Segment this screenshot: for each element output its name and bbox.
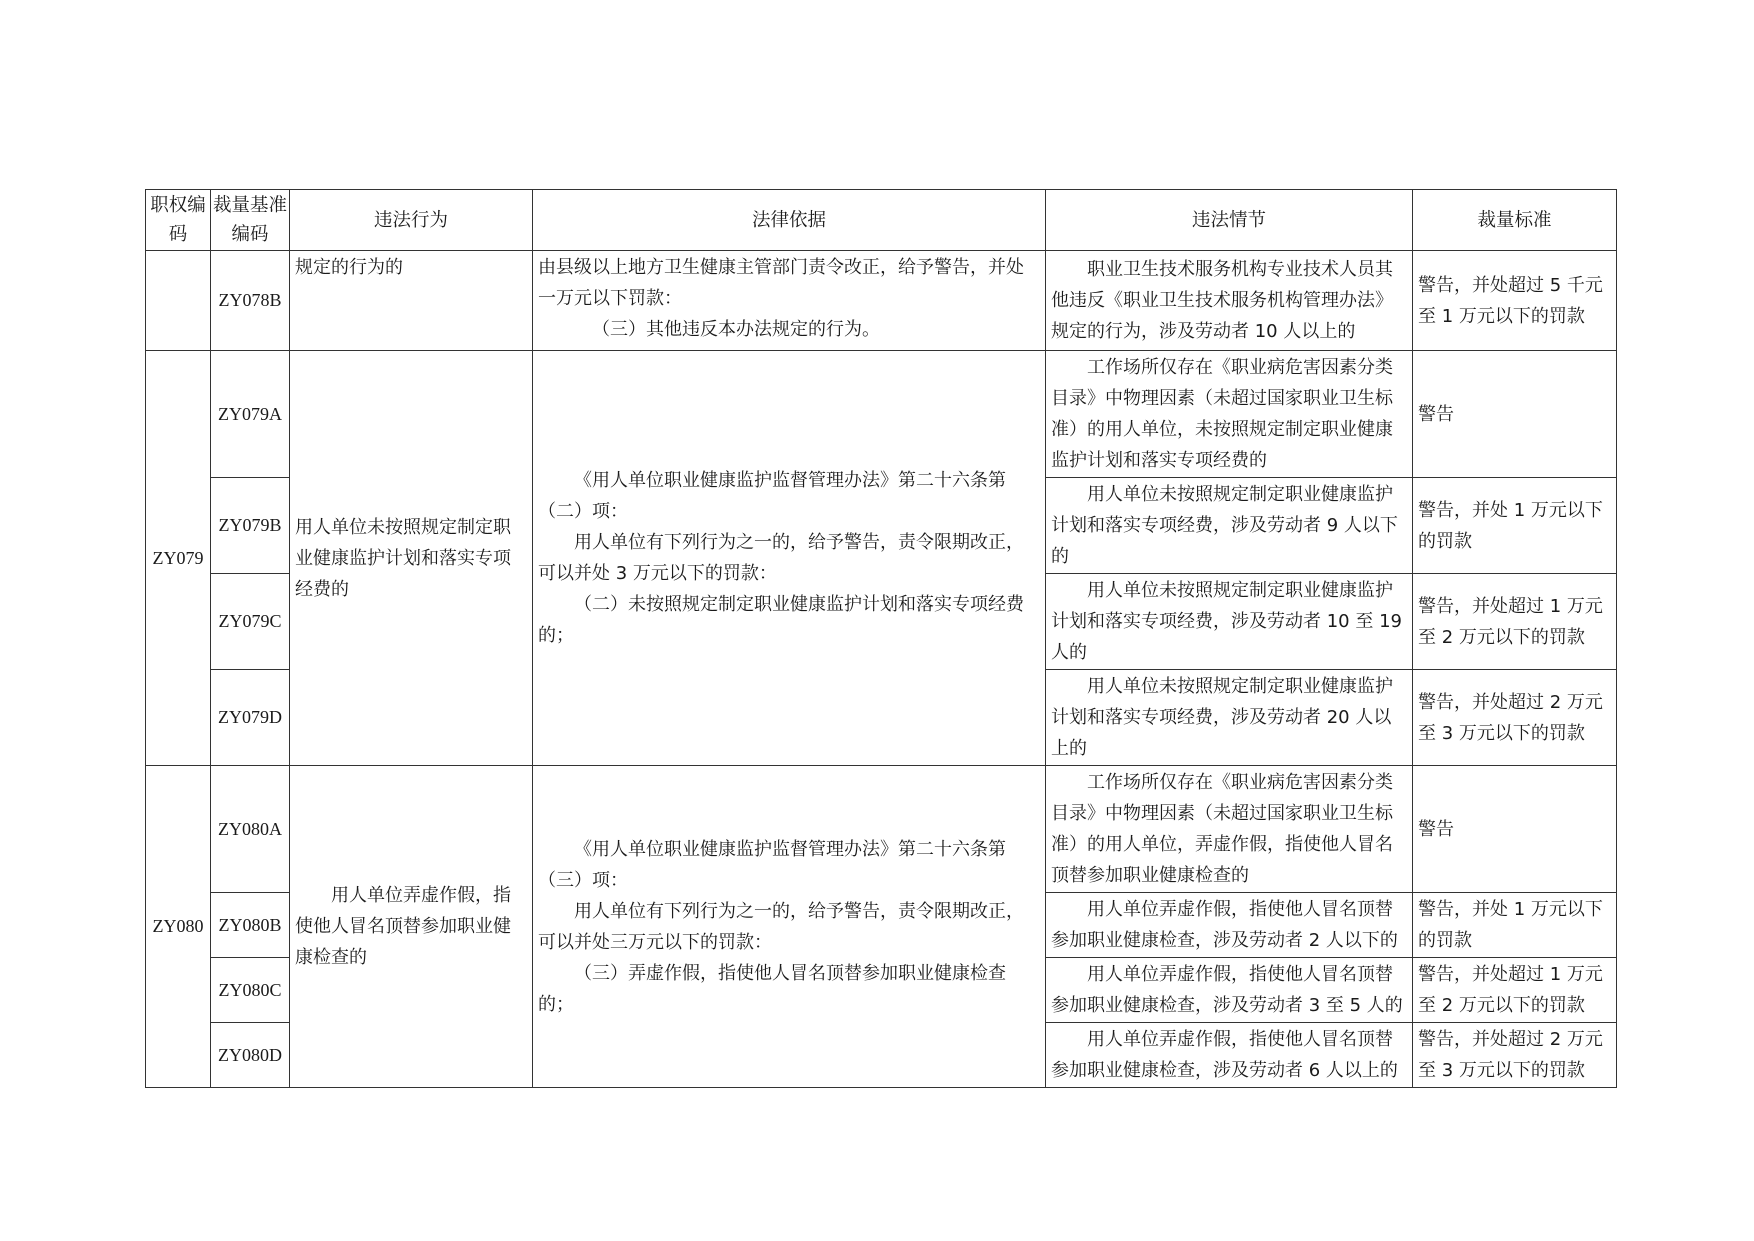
header-legal-basis: 法律依据 — [533, 190, 1046, 251]
legal-basis-line: （二）未按照规定制定职业健康监护计划和落实专项经费的； — [538, 594, 1024, 646]
legal-basis-line: 《用人单位职业健康监护监督管理办法》第二十六条第（三）项： — [538, 838, 1006, 891]
circumstance-text: 职业卫生技术服务机构专业技术人员其他违反《职业卫生技术服务机构管理办法》规定的行为，涉及劳动者 10 人以上的 — [1051, 259, 1393, 342]
circumstance-text: 工作场所仅存在《职业病危害因素分类目录》中物理因素（未超过国家职业卫生标准）的用人单位，弄虚作假，指使他人冒名顶替参加职业健康检查的 — [1051, 772, 1393, 886]
standard-text: 警告 — [1418, 818, 1454, 840]
authority-code-cell — [146, 251, 211, 351]
standard-cell — [1413, 766, 1617, 893]
standard-cell — [1413, 351, 1617, 478]
circumstance-cell — [1046, 670, 1413, 766]
standard-text: 警告，并处 1 万元以下的罚款 — [1418, 899, 1603, 951]
standard-cell — [1413, 1023, 1617, 1088]
circumstance-cell — [1046, 958, 1413, 1023]
legal-basis-cell — [533, 766, 1046, 1088]
table-row — [146, 766, 1617, 893]
legal-basis-line: （三）弄虚作假，指使他人冒名顶替参加职业健康检查的； — [538, 962, 1006, 1015]
standard-text: 警告，并处超过 1 万元至 2 万元以下的罚款 — [1418, 964, 1603, 1016]
discretion-code-cell: ZY080C — [211, 958, 290, 1023]
circumstance-text: 工作场所仅存在《职业病危害因素分类目录》中物理因素（未超过国家职业卫生标准）的用人单位，未按照规定制定职业健康监护计划和落实专项经费的 — [1051, 357, 1393, 471]
legal-basis-line: 《用人单位职业健康监护监督管理办法》第二十六条第（二）项： — [538, 470, 1006, 522]
circumstance-cell — [1046, 351, 1413, 478]
circumstance-text: 用人单位未按照规定制定职业健康监护计划和落实专项经费，涉及劳动者 10 至 19 人的 — [1051, 580, 1402, 663]
discretion-standard-table — [145, 189, 1617, 1088]
circumstance-cell — [1046, 251, 1413, 351]
table-header-row — [146, 190, 1617, 251]
legal-basis-cell — [533, 351, 1046, 766]
header-standard: 裁量标准 — [1413, 190, 1617, 251]
violation-cell — [290, 351, 533, 766]
circumstance-cell — [1046, 1023, 1413, 1088]
circumstance-cell — [1046, 574, 1413, 670]
header-authority-code: 职权编码 — [146, 190, 211, 251]
circumstance-text: 用人单位未按照规定制定职业健康监护计划和落实专项经费，涉及劳动者 9 人以下的 — [1051, 484, 1398, 567]
discretion-code-cell: ZY080B — [211, 893, 290, 958]
circumstance-cell — [1046, 766, 1413, 893]
discretion-code-cell: ZY079C — [211, 574, 290, 670]
standard-text: 警告，并处超过 2 万元至 3 万元以下的罚款 — [1418, 691, 1603, 744]
discretion-code-cell: ZY080D — [211, 1023, 290, 1088]
header-violation: 违法行为 — [290, 190, 533, 251]
circumstance-cell — [1046, 478, 1413, 574]
discretion-code-cell: ZY080A — [211, 766, 290, 893]
violation-text: 用人单位未按照规定制定职业健康监护计划和落实专项经费的 — [295, 516, 511, 600]
header-discretion-code: 裁量基准编码 — [211, 190, 290, 251]
standard-text: 警告 — [1418, 403, 1454, 425]
legal-basis-line: 由县级以上地方卫生健康主管部门责令改正，给予警告，并处一万元以下罚款： — [538, 257, 1024, 309]
standard-cell — [1413, 893, 1617, 958]
standard-cell — [1413, 958, 1617, 1023]
standard-text: 警告，并处超过 2 万元至 3 万元以下的罚款 — [1418, 1029, 1603, 1081]
table-row — [146, 251, 1617, 351]
discretion-code-cell: ZY079D — [211, 670, 290, 766]
legal-basis-line: 用人单位有下列行为之一的，给予警告，责令限期改正，可以并处三万元以下的罚款： — [538, 900, 1024, 953]
legal-basis-line: 用人单位有下列行为之一的，给予警告，责令限期改正，可以并处 3 万元以下的罚款： — [538, 532, 1024, 584]
standard-text: 警告，并处 1 万元以下的罚款 — [1418, 499, 1603, 552]
circumstance-text: 用人单位弄虚作假，指使他人冒名顶替参加职业健康检查，涉及劳动者 2 人以下的 — [1051, 899, 1398, 951]
circumstance-text: 用人单位弄虚作假，指使他人冒名顶替参加职业健康检查，涉及劳动者 6 人以上的 — [1051, 1029, 1398, 1081]
standard-text: 警告，并处超过 1 万元至 2 万元以下的罚款 — [1418, 595, 1603, 648]
standard-cell — [1413, 251, 1617, 351]
circumstance-text: 用人单位未按照规定制定职业健康监护计划和落实专项经费，涉及劳动者 20 人以上的 — [1051, 676, 1393, 759]
authority-code-cell: ZY079 — [146, 351, 211, 766]
legal-basis-cell — [533, 251, 1046, 351]
violation-text: 用人单位弄虚作假，指使他人冒名顶替参加职业健康检查的 — [295, 885, 511, 968]
violation-cell — [290, 251, 533, 351]
violation-cell — [290, 766, 533, 1088]
header-circumstance: 违法情节 — [1046, 190, 1413, 251]
standard-cell — [1413, 670, 1617, 766]
violation-text: 规定的行为的 — [295, 257, 403, 278]
standard-cell — [1413, 478, 1617, 574]
discretion-code-cell: ZY079A — [211, 351, 290, 478]
circumstance-cell — [1046, 893, 1413, 958]
circumstance-text: 用人单位弄虚作假，指使他人冒名顶替参加职业健康检查，涉及劳动者 3 至 5 人的 — [1051, 964, 1403, 1016]
authority-code-cell: ZY080 — [146, 766, 211, 1088]
standard-cell — [1413, 574, 1617, 670]
discretion-code-cell: ZY079B — [211, 478, 290, 574]
legal-basis-line: （三）其他违反本办法规定的行为。 — [592, 319, 880, 340]
discretion-code-cell: ZY078B — [211, 251, 290, 351]
table-row — [146, 351, 1617, 478]
standard-text: 警告，并处超过 5 千元至 1 万元以下的罚款 — [1418, 274, 1603, 327]
